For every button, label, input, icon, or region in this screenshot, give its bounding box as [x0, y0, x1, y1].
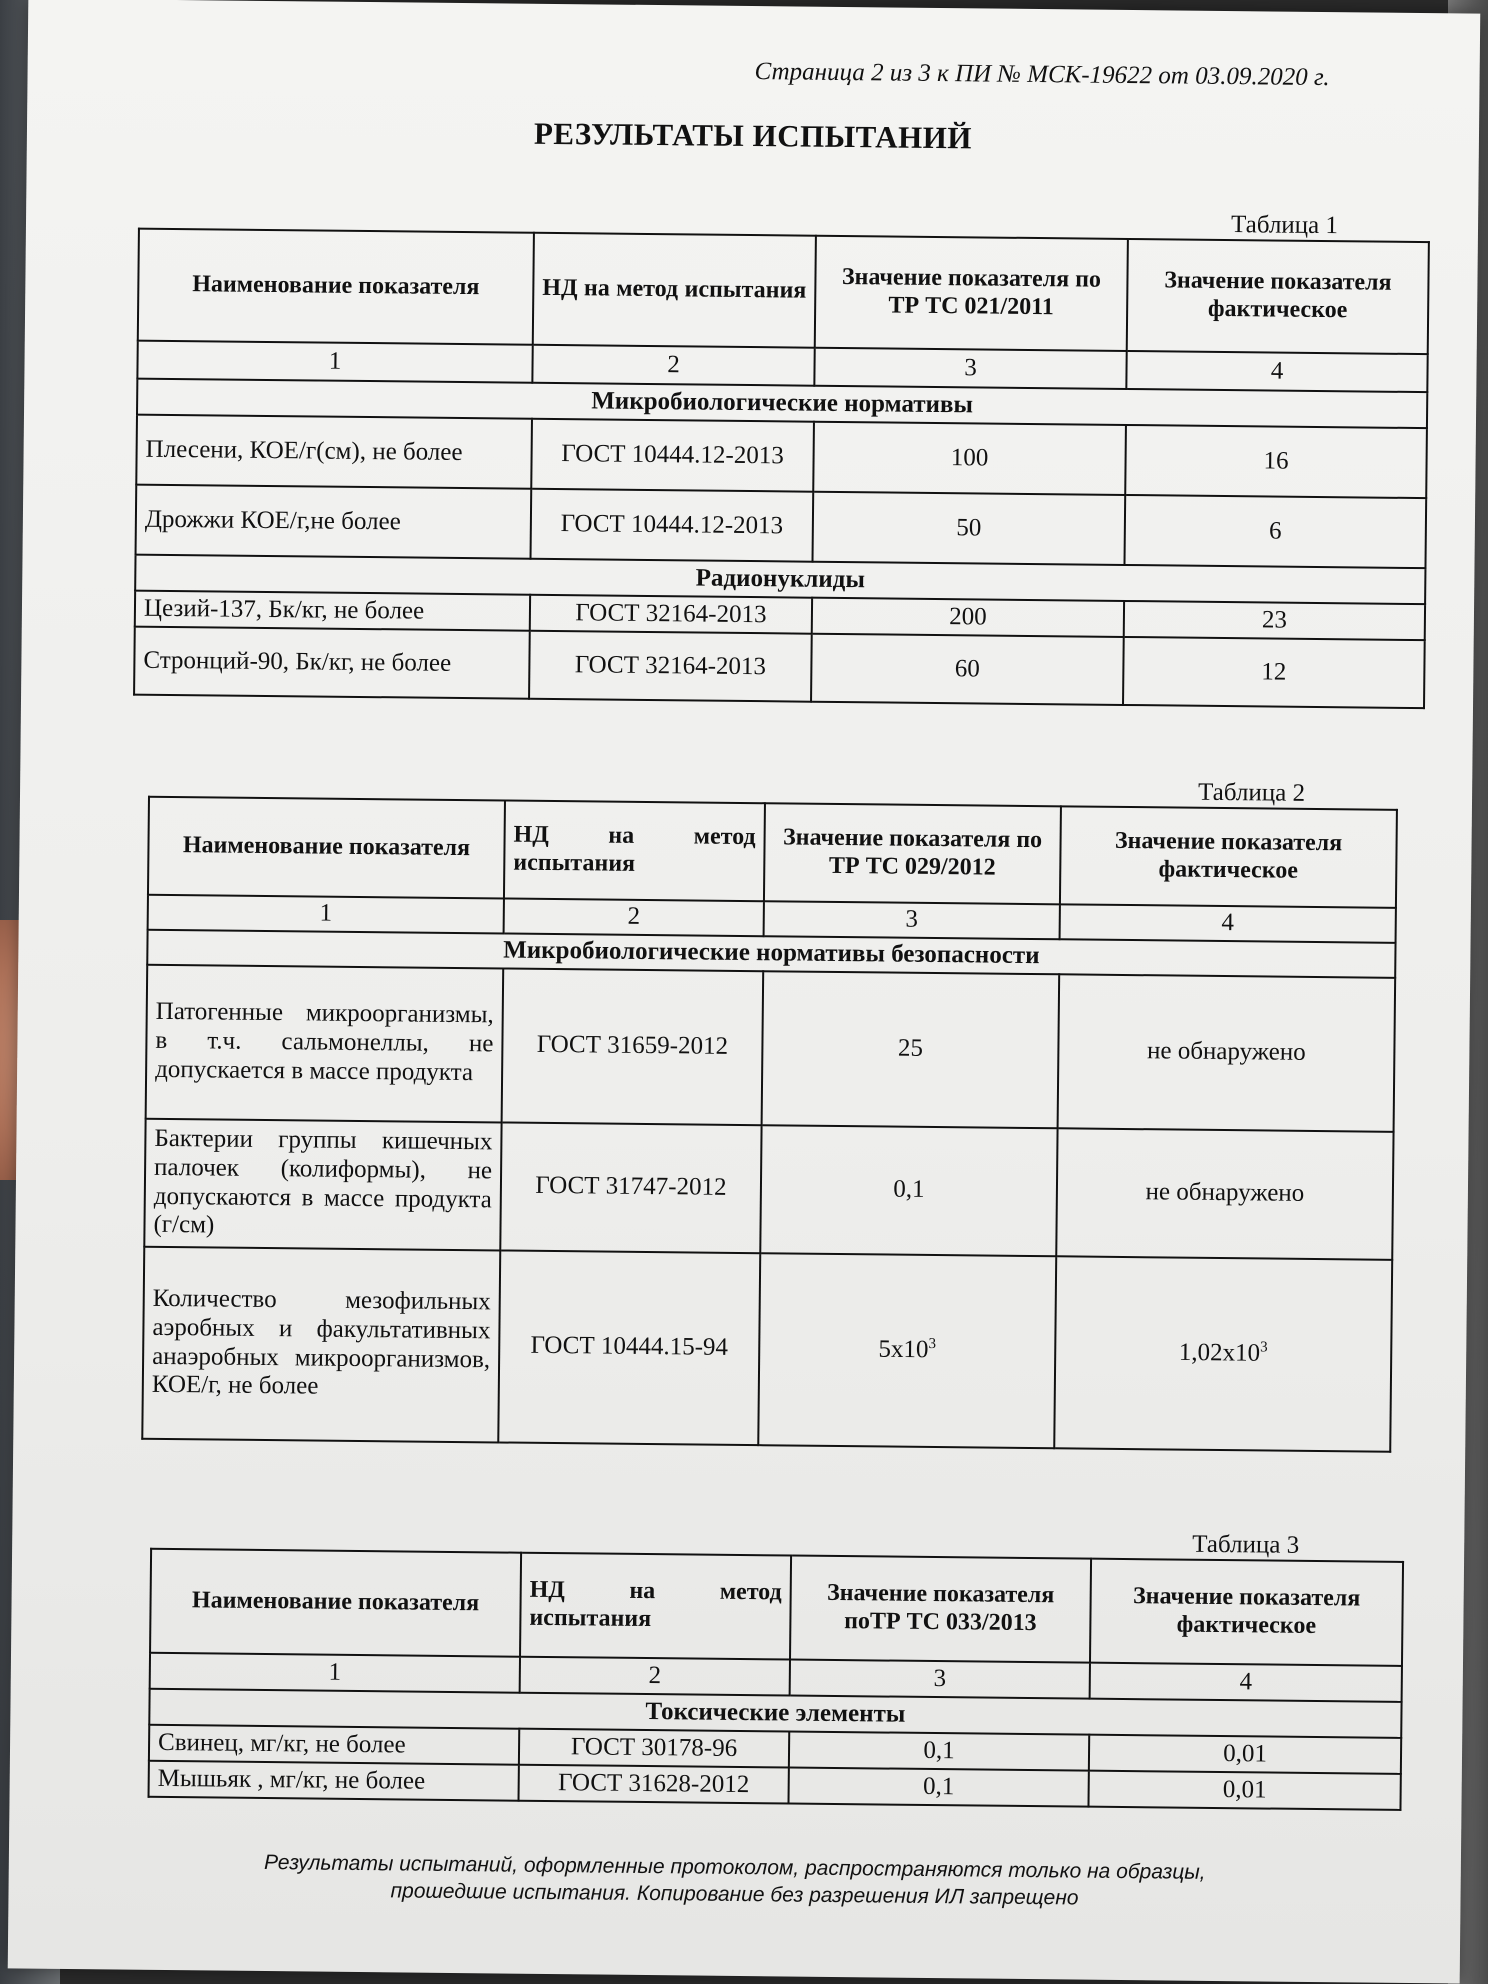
- table-2-section-microbio: Микробиологические нормативы безопасности: [147, 930, 1395, 978]
- page-reference: Страница 2 из 3 к ПИ № МСК-19622 от 03.09.2020 г.: [754, 58, 1330, 92]
- table-3-header-name: Наименование показателя: [150, 1549, 521, 1657]
- table-1: [133, 228, 1430, 710]
- footer-line-1: Результаты испытаний, оформленные протоколом, распространяются только на образцы,: [263, 1851, 1206, 1884]
- table-1-colnum-1: 1: [137, 341, 532, 383]
- table-cell-norm: [758, 1253, 1056, 1448]
- table-row: Свинец, мг/кг, не более: [149, 1725, 519, 1765]
- table-row: Патогенные микроорганизмы, в т.ч. сальмонеллы, не допускается в массе продукта: [146, 964, 504, 1122]
- table-2-colnum-2: 2: [504, 898, 764, 935]
- table-3-caption: Таблица 3: [1192, 1530, 1300, 1559]
- table-cell-actual: не обнаружено: [1056, 1128, 1393, 1260]
- table-3-colnum-1: 1: [150, 1653, 520, 1693]
- table-cell-norm: 25: [762, 971, 1060, 1128]
- table-cell-method: ГОСТ 31659-2012: [502, 968, 764, 1125]
- table-row: Мышьяк , мг/кг, не более: [149, 1761, 519, 1801]
- table-2-header-name: Наименование показателя: [148, 797, 505, 899]
- table-cell-norm: 50: [812, 492, 1125, 565]
- table-cell-norm: 200: [812, 598, 1124, 637]
- table-3-colnum-4: 4: [1090, 1663, 1402, 1702]
- norm-exponent: 3: [928, 1335, 937, 1352]
- table-cell-method: ГОСТ 10444.12-2013: [531, 489, 814, 562]
- table-cell-norm: 60: [811, 634, 1124, 705]
- table-cell-actual: 12: [1123, 637, 1425, 708]
- table-cell-norm: 100: [813, 422, 1126, 495]
- table-3-header-norm: Значение показателя поТР ТС 033/2013: [790, 1556, 1091, 1663]
- table-2-header-norm: Значение показателя по ТР ТС 029/2012: [764, 803, 1061, 904]
- actual-exponent: 3: [1260, 1339, 1268, 1356]
- table-1-section-radio: Радионуклиды: [135, 555, 1425, 605]
- table-2-header-actual: Значение показателя фактическое: [1060, 806, 1397, 908]
- footer-disclaimer: [8, 1846, 1460, 1916]
- table-row: Стронций-90, Бк/кг, не более: [134, 627, 530, 699]
- table-cell-method: ГОСТ 32164-2013: [530, 595, 812, 634]
- table-row: Дрожжи КОЕ/г,не более: [136, 485, 532, 559]
- table-cell-method: ГОСТ 10444.15-94: [498, 1250, 760, 1445]
- table-2-colnum-3: 3: [764, 901, 1060, 939]
- table-1-header-method: НД на метод испытания: [533, 233, 816, 348]
- table-cell-actual: не обнаружено: [1058, 974, 1396, 1132]
- table-3-colnum-3: 3: [790, 1660, 1090, 1699]
- table-row: Бактерии группы кишечных палочек (колиформы), не допускаются в массе продукта (г/см): [144, 1118, 501, 1250]
- table-1-section-microbio: Микробиологические нормативы: [137, 379, 1427, 429]
- table-1-header-actual: Значение показателя фактическое: [1127, 239, 1429, 354]
- page-title: РЕЗУЛЬТАТЫ ИСПЫТАНИЙ: [533, 115, 973, 156]
- norm-mantissa: 5x10: [878, 1335, 929, 1364]
- table-cell-actual: 0,01: [1088, 1771, 1400, 1810]
- table-cell-actual: [1054, 1256, 1392, 1452]
- table-cell-norm: 0,1: [760, 1125, 1057, 1256]
- table-1-header-norm: Значение показателя по ТР ТС 021/2011: [815, 236, 1128, 351]
- table-1-header-name: Наименование показателя: [138, 229, 534, 345]
- table-3-header-method: НД на метод испытания: [520, 1553, 791, 1660]
- table-3-colnum-2: 2: [520, 1657, 790, 1696]
- table-1-colnum-4: 4: [1126, 351, 1427, 392]
- table-2-caption: Таблица 2: [1197, 778, 1306, 807]
- table-cell-method: ГОСТ 31628-2012: [519, 1765, 789, 1804]
- table-cell-actual: 23: [1124, 601, 1425, 640]
- table-2-colnum-1: 1: [148, 895, 504, 933]
- table-row: Количество мезофильных аэробных и факультативных анаэробных микроорганизмов, КОЕ/г, не более: [142, 1246, 500, 1442]
- table-cell-method: ГОСТ 31747-2012: [500, 1122, 761, 1253]
- table-1-caption: Таблица 1: [1230, 211, 1339, 240]
- table-cell-actual: 6: [1124, 495, 1426, 568]
- table-cell-norm: 0,1: [788, 1768, 1088, 1807]
- table-row: Плесени, КОЕ/г(см), не более: [136, 415, 532, 489]
- table-cell-actual: 16: [1125, 425, 1427, 498]
- table-cell-norm: 0,1: [789, 1732, 1089, 1771]
- table-cell-actual: 0,01: [1089, 1735, 1401, 1774]
- table-cell-method: ГОСТ 10444.12-2013: [531, 419, 814, 492]
- table-3-header-actual: Значение показателя фактическое: [1090, 1559, 1403, 1666]
- table-cell-method: ГОСТ 30178-96: [519, 1729, 789, 1768]
- table-row: Цезий-137, Бк/кг, не более: [135, 591, 530, 631]
- table-cell-method: ГОСТ 32164-2013: [529, 631, 812, 702]
- table-2: [141, 796, 1398, 1453]
- table-3: [148, 1548, 1405, 1811]
- table-1-colnum-2: 2: [532, 345, 814, 386]
- document-page: [8, 0, 1481, 1984]
- table-1-colnum-3: 3: [814, 348, 1126, 389]
- actual-mantissa: 1,02x10: [1178, 1338, 1261, 1367]
- table-3-section-toxic: Токсические элементы: [149, 1689, 1401, 1738]
- table-2-colnum-4: 4: [1060, 904, 1396, 942]
- table-2-header-method: НД на метод испытания: [504, 800, 765, 901]
- footer-line-2: прошедшие испытания. Копирование без разрешения ИЛ запрещено: [390, 1879, 1079, 1910]
